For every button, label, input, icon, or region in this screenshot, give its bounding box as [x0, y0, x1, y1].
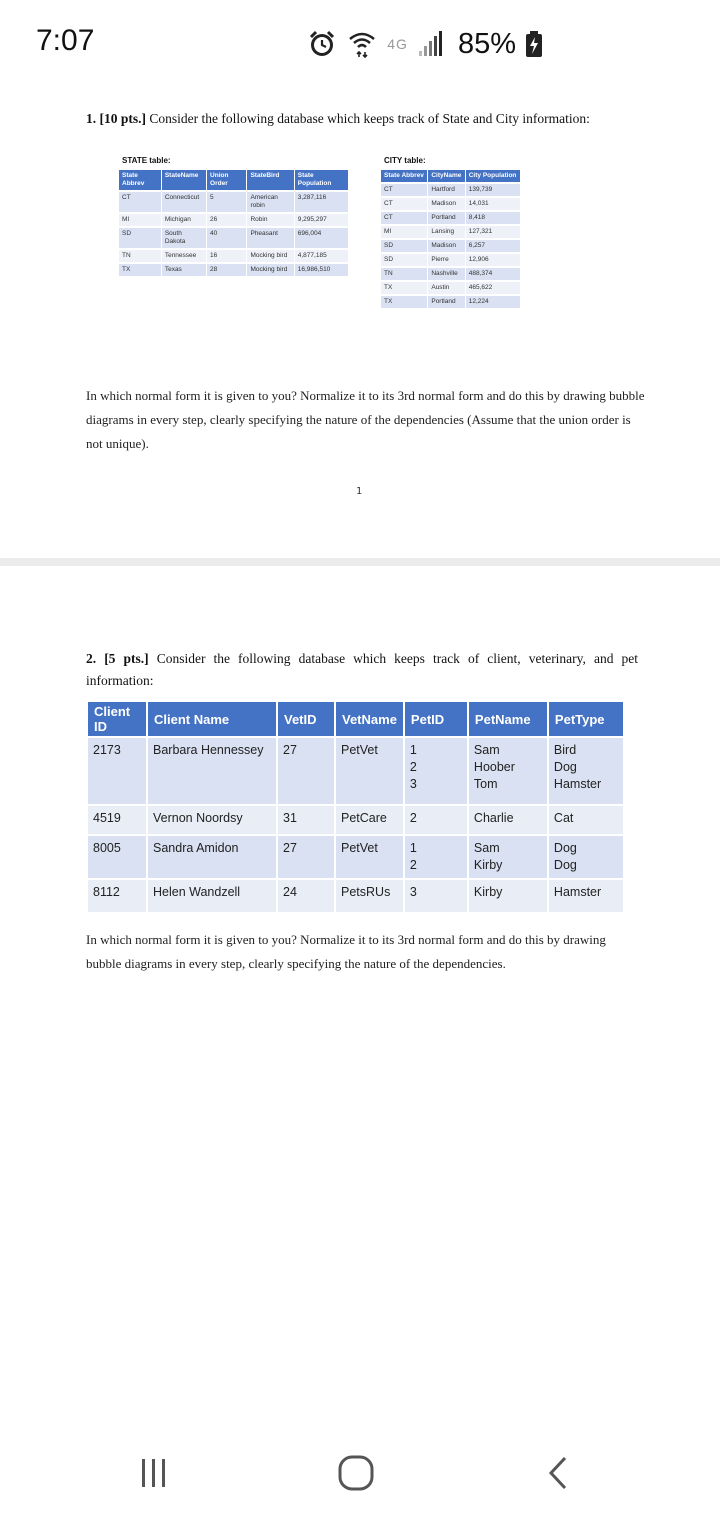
- state-cell: Michigan: [162, 214, 207, 226]
- vet-cell-line: 2: [409, 811, 417, 825]
- vet-cell: PetVet: [336, 836, 405, 880]
- vet-cell-line: Kirby: [473, 885, 503, 899]
- home-button[interactable]: [326, 1448, 386, 1498]
- page-gap: [0, 558, 720, 566]
- state-row: [119, 192, 349, 212]
- vet-cell: [405, 836, 469, 880]
- status-time: 7:07: [36, 24, 95, 57]
- city-cell: TX: [381, 282, 428, 294]
- vet-cell: 31: [278, 806, 336, 836]
- city-cell: Austin: [428, 282, 465, 294]
- city-cell: Nashville: [428, 268, 465, 280]
- state-cell: 9,295,297: [295, 214, 349, 226]
- vet-cell: Sandra Amidon: [148, 836, 278, 880]
- back-button[interactable]: [528, 1448, 588, 1498]
- state-cell: CT: [119, 192, 162, 212]
- state-cell: Mocking bird: [247, 264, 294, 276]
- state-cell: South Dakota: [162, 228, 207, 248]
- page-number: 1: [356, 486, 363, 497]
- vet-cell: [469, 806, 549, 836]
- city-row: [381, 226, 521, 238]
- vet-cell: [469, 880, 549, 914]
- state-table-label: STATE table:: [122, 156, 171, 165]
- city-cell: 6,257: [466, 240, 521, 252]
- state-cell: TX: [119, 264, 162, 276]
- vet-cell: Barbara Hennessey: [148, 738, 278, 806]
- recent-apps-button[interactable]: [124, 1448, 184, 1498]
- state-cell: SD: [119, 228, 162, 248]
- vet-cell-line: 2: [409, 760, 417, 774]
- city-cell: Lansing: [428, 226, 465, 238]
- vet-cell-line: Bird: [553, 743, 577, 757]
- state-row: [119, 250, 349, 262]
- city-cell: SD: [381, 240, 428, 252]
- vet-cell: 8112: [88, 880, 148, 914]
- battery-percent: 85%: [457, 27, 516, 60]
- q2-number: 2.: [86, 651, 97, 666]
- vet-header-cell: PetID: [405, 702, 469, 738]
- city-row: [381, 240, 521, 252]
- city-row: [381, 296, 521, 308]
- wifi-icon: [347, 29, 377, 59]
- vet-header-cell: VetID: [278, 702, 336, 738]
- state-table: [119, 168, 349, 278]
- alarm-icon: [307, 29, 337, 59]
- city-cell: TN: [381, 268, 428, 280]
- state-row: [119, 264, 349, 276]
- state-cell: Texas: [162, 264, 207, 276]
- state-cell: 5: [207, 192, 247, 212]
- q2-points: [5 pts.]: [104, 651, 149, 666]
- vet-cell: PetCare: [336, 806, 405, 836]
- city-cell: Pierre: [428, 254, 465, 266]
- vet-cell: [469, 836, 549, 880]
- vet-cell: PetsRUs: [336, 880, 405, 914]
- table-row: [88, 738, 625, 806]
- state-cell: Robin: [247, 214, 294, 226]
- vet-cell-line: Cat: [553, 811, 574, 825]
- recent-apps-icon: [139, 1457, 169, 1489]
- vet-cell-line: Dog: [553, 858, 577, 872]
- city-cell: 139,739: [466, 184, 521, 196]
- network-type: 4G: [387, 36, 408, 52]
- vet-cell-line: Hamster: [553, 885, 602, 899]
- vet-cell: [549, 836, 625, 880]
- city-row: [381, 212, 521, 224]
- state-row: [119, 228, 349, 248]
- state-cell: Connecticut: [162, 192, 207, 212]
- state-cell: 16: [207, 250, 247, 262]
- vet-cell: [405, 738, 469, 806]
- city-cell: 127,321: [466, 226, 521, 238]
- state-cell: 16,986,510: [295, 264, 349, 276]
- city-row: [381, 282, 521, 294]
- city-row: [381, 198, 521, 210]
- vet-cell: Helen Wandzell: [148, 880, 278, 914]
- city-cell: TX: [381, 296, 428, 308]
- q2-question: In which normal form it is given to you? Normalize it to its 3rd normal form and do this by drawing bubble diagrams in every step, clearly specifying the nature of the dependencies.: [86, 932, 606, 971]
- city-cell: CT: [381, 198, 428, 210]
- vet-cell: Vernon Noordsy: [148, 806, 278, 836]
- state-cell: Mocking bird: [247, 250, 294, 262]
- state-header-cell: State Abbrev: [119, 170, 162, 190]
- vet-cell-line: Hoober: [473, 760, 515, 774]
- vet-header-cell: PetName: [469, 702, 549, 738]
- state-cell: American robin: [247, 192, 294, 212]
- q1-question: In which normal form it is given to you? Normalize it to its 3rd normal form and do this by drawing bubble diagrams in every step, clearly specifying the nature of the dependencies (Assume that the union order is not unique).: [86, 388, 645, 451]
- state-cell: 4,877,185: [295, 250, 349, 262]
- vet-cell-line: Hamster: [553, 777, 602, 791]
- vet-cell-line: Kirby: [473, 858, 503, 872]
- city-cell: Madison: [428, 240, 465, 252]
- city-cell: 12,224: [466, 296, 521, 308]
- state-cell: 26: [207, 214, 247, 226]
- q1-number: 1.: [86, 111, 97, 126]
- city-cell: 14,031: [466, 198, 521, 210]
- vet-header-cell: PetType: [549, 702, 625, 738]
- city-cell: CT: [381, 184, 428, 196]
- vet-header-cell: VetName: [336, 702, 405, 738]
- q1-points: [10 pts.]: [99, 111, 146, 126]
- city-table-label: CITY table:: [384, 156, 426, 165]
- vet-cell-line: Sam: [473, 841, 500, 855]
- vet-cell: [405, 806, 469, 836]
- city-header-cell: CityName: [428, 170, 465, 182]
- vet-cell: 27: [278, 738, 336, 806]
- status-icons: [307, 27, 542, 61]
- vet-cell-line: 2: [409, 858, 417, 872]
- vet-cell: PetVet: [336, 738, 405, 806]
- signal-icon: [418, 31, 444, 57]
- home-icon: [336, 1454, 376, 1492]
- city-cell: Portland: [428, 296, 465, 308]
- state-cell: 696,004: [295, 228, 349, 248]
- vet-cell-line: Sam: [473, 743, 500, 757]
- vet-cell: [469, 738, 549, 806]
- state-cell: 40: [207, 228, 247, 248]
- vet-cell-line: 3: [409, 885, 417, 899]
- vet-cell-line: Dog: [553, 760, 577, 774]
- vet-cell-line: Charlie: [473, 811, 514, 825]
- state-cell: Tennessee: [162, 250, 207, 262]
- q1-text: Consider the following database which keeps track of State and City information:: [149, 111, 590, 126]
- vet-cell: 27: [278, 836, 336, 880]
- city-cell: Madison: [428, 198, 465, 210]
- vet-cell-line: 3: [409, 777, 417, 791]
- city-cell: 488,374: [466, 268, 521, 280]
- vet-cell: [405, 880, 469, 914]
- vet-header-cell: Client ID: [88, 702, 148, 738]
- city-row: [381, 184, 521, 196]
- state-cell: 3,287,116: [295, 192, 349, 212]
- city-header-cell: City Population: [466, 170, 521, 182]
- vet-cell-line: Dog: [553, 841, 577, 855]
- city-cell: 12,906: [466, 254, 521, 266]
- state-cell: 28: [207, 264, 247, 276]
- city-cell: 8,418: [466, 212, 521, 224]
- document-page-1: [0, 90, 720, 558]
- city-cell: Portland: [428, 212, 465, 224]
- back-chevron-icon: [543, 1455, 573, 1491]
- state-header-cell: StateBird: [247, 170, 294, 190]
- state-cell: MI: [119, 214, 162, 226]
- table-row: [88, 836, 625, 880]
- table-row: [88, 806, 625, 836]
- city-cell: Hartford: [428, 184, 465, 196]
- vet-header-cell: Client Name: [148, 702, 278, 738]
- vet-cell: [549, 806, 625, 836]
- q1-title: [86, 108, 590, 130]
- vet-cell: 4519: [88, 806, 148, 836]
- city-cell: CT: [381, 212, 428, 224]
- document-page-2: [0, 566, 720, 1426]
- client-vet-pet-table: [88, 702, 625, 914]
- battery-charging-icon: [526, 31, 542, 57]
- vet-cell: 2173: [88, 738, 148, 806]
- city-cell: SD: [381, 254, 428, 266]
- state-cell: Pheasant: [247, 228, 294, 248]
- vet-cell: [549, 738, 625, 806]
- city-header-cell: State Abbrev: [381, 170, 428, 182]
- status-bar: [0, 0, 720, 90]
- vet-cell-line: Tom: [473, 777, 498, 791]
- vet-cell: [549, 880, 625, 914]
- state-cell: TN: [119, 250, 162, 262]
- city-table: [381, 168, 521, 310]
- q2-text: Consider the following database which keeps track of client, veterinary, and pet information:: [86, 651, 639, 688]
- city-cell: 465,622: [466, 282, 521, 294]
- state-row: [119, 214, 349, 226]
- city-row: [381, 268, 521, 280]
- vet-cell: 8005: [88, 836, 148, 880]
- state-header-cell: State Population: [295, 170, 349, 190]
- q2-title: [86, 648, 638, 692]
- vet-cell-line: 1: [409, 743, 417, 757]
- vet-cell: 24: [278, 880, 336, 914]
- city-row: [381, 254, 521, 266]
- state-header-cell: StateName: [162, 170, 207, 190]
- vet-cell-line: 1: [409, 841, 417, 855]
- state-header-cell: Union Order: [207, 170, 247, 190]
- city-cell: MI: [381, 226, 428, 238]
- navigation-bar: [0, 1426, 720, 1520]
- table-row: [88, 880, 625, 914]
